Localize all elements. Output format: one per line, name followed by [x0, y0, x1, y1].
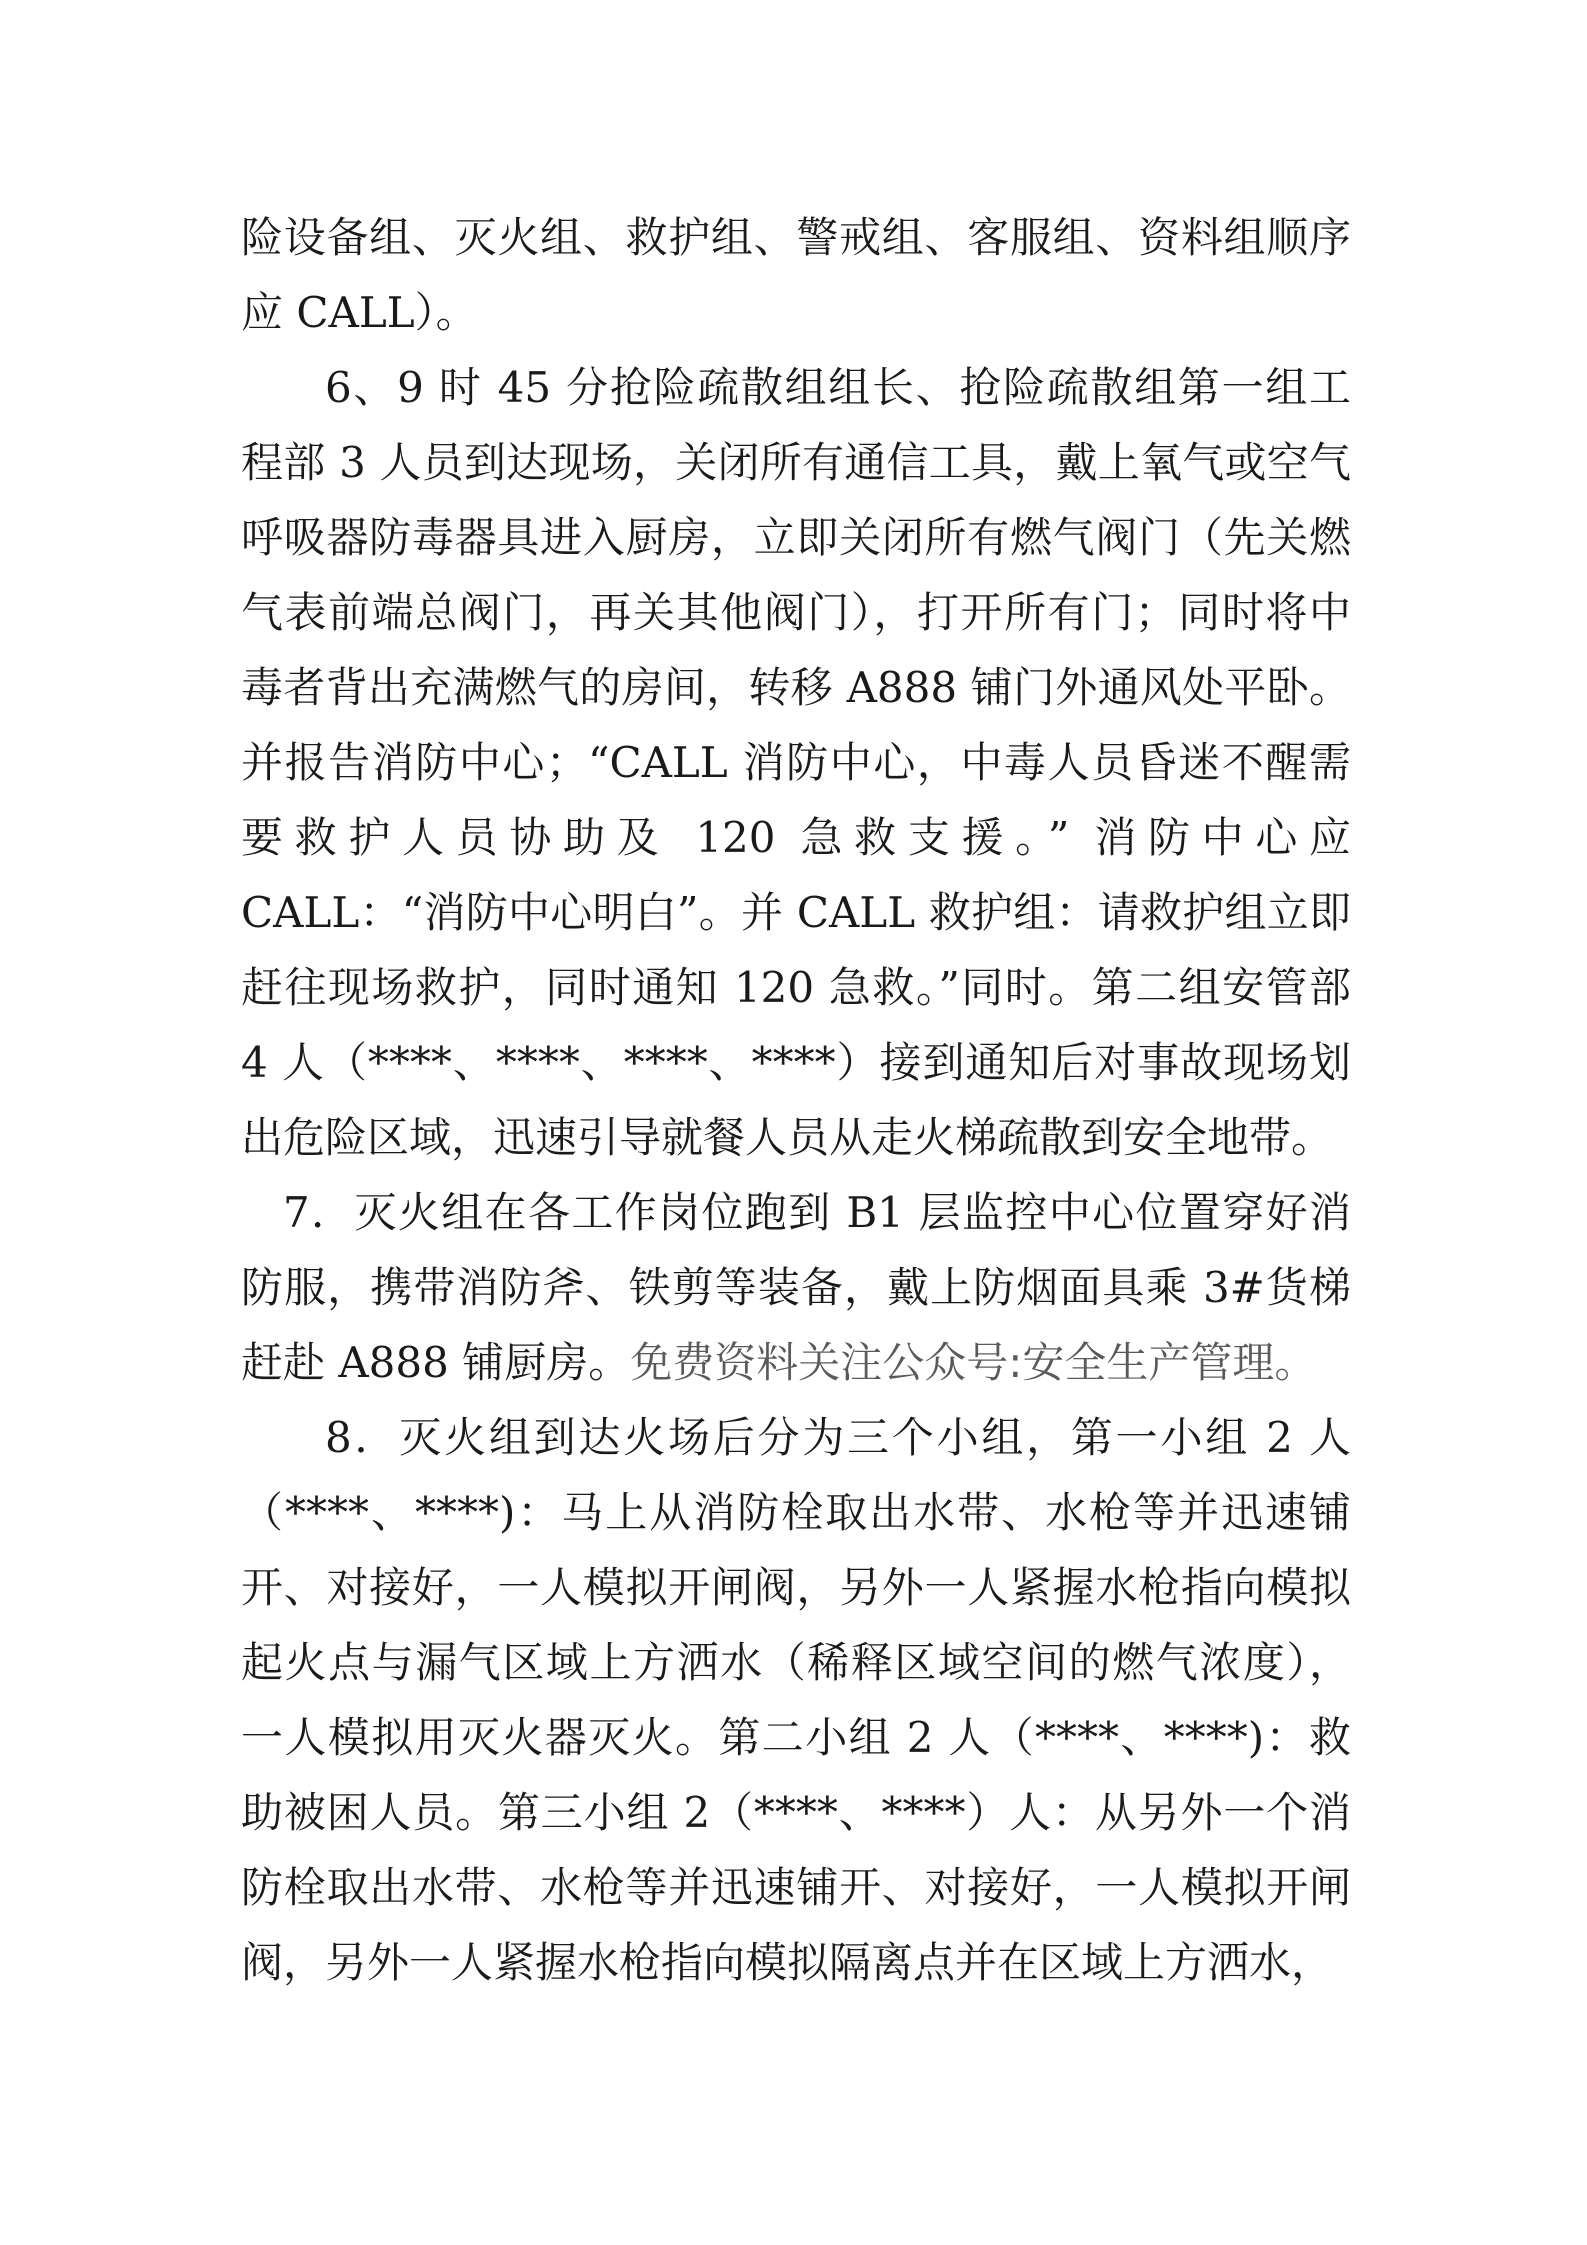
- paragraph-step-6: 6、9 时 45 分抢险疏散组组长、抢险疏散组第一组工程部 3 人员到达现场，关闭所有通信工具，戴上氧气或空气呼吸器防毒器具进入厨房，立即关闭所有燃气阀门（先关燃气表前端总阀门，再关其他阀门），打开所有门；同时将中毒者背出充满燃气的房间，转移 A888 铺门外通风处平卧。并报告消防中心；“CALL 消防中心，中毒人员昏迷不醒需要救护人员协助及 120 急救支援。” 消防中心应 CALL：“消防中心明白”。并 CALL 救护组：请救护组立即赶往现场救护，同时通知 120 急救。”同时。第二组安管部 4 人（****、****、****、****）接到通知后对事故现场划出危险区域，迅速引导就餐人员从走火梯疏散到安全地带。: [241, 363, 1351, 1162]
- paragraph-step-8: 8．灭火组到达火场后分为三个小组，第一小组 2 人（****、****)：马上从消防栓取出水带、水枪等并迅速铺开、对接好，一人模拟开闸阀，另外一人紧握水枪指向模拟起火点与漏气区域上方洒水（稀释区域空间的燃气浓度），一人模拟用灭火器灭火。第二小组 2 人（****、****)：救助被困人员。第三小组 2（****、****）人：从另外一个消防栓取出水带、水枪等并迅速铺开、对接好，一人模拟开闸阀，另外一人紧握水枪指向模拟隔离点并在区域上方洒水，: [241, 1413, 1351, 1987]
- paragraph-step-7: [241, 1175, 1351, 1400]
- paragraph-continuation: 险设备组、灭火组、救护组、警戒组、客服组、资料组顺序应 CALL）。: [241, 213, 1351, 337]
- paragraph-step-7-text: 7．灭火组在各工作岗位跑到 B1 层监控中心位置穿好消防服，携带消防斧、铁剪等装备，戴上防烟面具乘 3#货梯赶赴 A888 铺厨房。: [241, 1188, 1351, 1387]
- document-body: [241, 200, 1351, 2000]
- watermark-text: 免费资料关注公众号:安全生产管理。: [630, 1338, 1317, 1387]
